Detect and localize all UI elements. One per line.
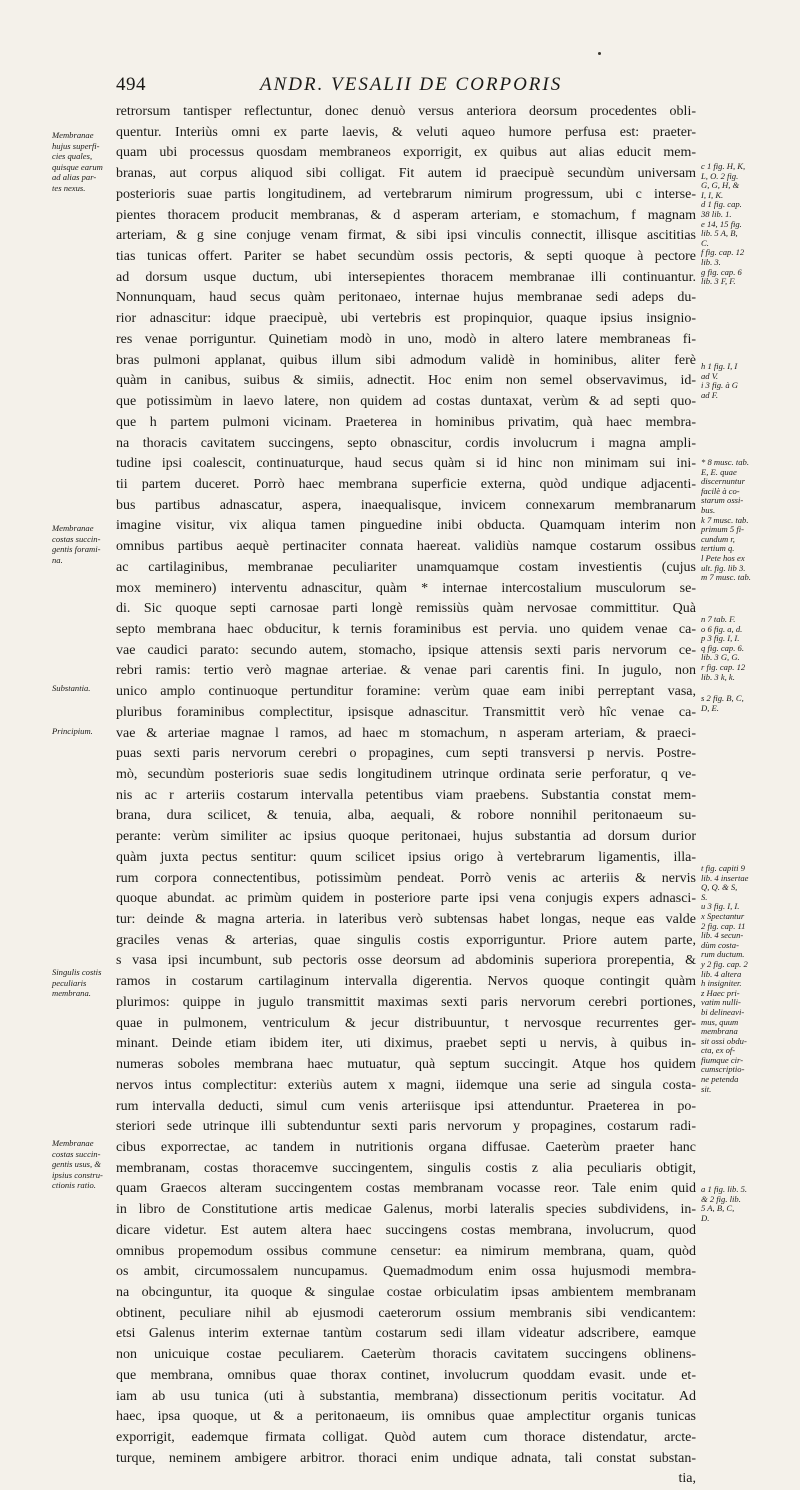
margin-note-line: & 2 fig. lib. — [701, 1193, 741, 1204]
text-line: rior adnascitur: idque praecipuè, ubi vertebris est propinquior, quaque ipsius insignio- — [116, 311, 696, 327]
page-header — [116, 74, 696, 100]
right-margin-note — [701, 694, 799, 713]
margin-note-line: ne petenda — [701, 1074, 739, 1085]
margin-note-line: p 3 fig. I, I. — [701, 633, 740, 644]
margin-note-line: r fig. cap. 12 — [701, 661, 746, 672]
margin-note-line: lib. 5 A, B, — [701, 228, 738, 239]
margin-note-line: o 6 fig. a, d. — [701, 623, 743, 634]
margin-note-line: facilè à co- — [701, 485, 740, 496]
text-line: ad dorsum usque ductum, ubi intersepientes thoracem membranae illi continuantur. — [116, 269, 696, 285]
text-line: quentur. Interiùs omni ex parte laevis, & veluti aqueo humore perfusa est: praeter- — [116, 124, 696, 140]
text-line: que membrana, omnibus quae thorax continet, involucrum quoddam evasit. unde et- — [116, 1367, 696, 1383]
left-margin-note — [52, 683, 116, 694]
margin-note-line: d 1 fig. cap. — [701, 199, 742, 210]
text-line: exporrigit, eademque firmata colligat. Quòd autem cum thorace distendatur, arcte- — [116, 1430, 696, 1445]
margin-note-line: bus. — [701, 504, 716, 515]
margin-note-line: fiumque cir- — [701, 1054, 744, 1065]
margin-note-line: lib. 3 F, F. — [701, 276, 736, 287]
margin-note-line: hujus superfi- — [52, 140, 100, 151]
margin-note-line: L, O. 2 fig. — [701, 170, 739, 181]
margin-note-line: c 1 fig. H, K, — [701, 161, 746, 171]
margin-note-line: cta, ex of- — [701, 1045, 736, 1056]
text-line: perante: verùm similiter ac ipsius quoque peritonaei, hujus substantia ad dorsum durior — [116, 829, 696, 845]
text-line: rum corpora connectentibus, potissimùm pendeat. Porrò venis ac arteriis & nervis — [116, 870, 696, 886]
margin-note-line: ad F. — [701, 389, 719, 400]
text-line: puas sexti paris nervorum cerebri o propagines, cum septi transversi p nervis. Postre- — [116, 746, 696, 762]
margin-note-line: q fig. cap. 6. — [701, 642, 744, 653]
text-line: brana, dura scilicet, & tenuia, alba, aequali, & robore nonnihil peritonaeum su- — [116, 808, 696, 824]
text-line: haec, ipsa quoque, ut & a peritonaeum, iis omnibus quae amplectitur organis tunicas — [116, 1409, 696, 1425]
margin-note-line: cumscriptio- — [701, 1064, 745, 1075]
text-line: omnibus propemodum ossibus commune censetur: ea nimirum membrana, quam, quòd — [116, 1243, 696, 1259]
margin-note-line: Membranae — [52, 1138, 94, 1148]
text-line: na obcinguntur, ita quoque & singulae costae orbiculatim ipsas ambientem membranam — [116, 1284, 696, 1300]
margin-note-line: Substantia. — [52, 683, 91, 693]
text-line: vae & arteriae magnae l ramos, ad haec m stomachum, n asperam arteriam, & praeci- — [116, 725, 696, 741]
margin-note-line: E, E. quae — [701, 466, 737, 477]
right-margin-note — [701, 162, 799, 287]
right-margin-note — [701, 362, 799, 400]
text-line: tudine ipsi coalescit, continuaturque, haud secus quàm si id hinc non minimam sui ini- — [116, 456, 696, 472]
margin-note-line: lib. 3. — [701, 256, 721, 267]
margin-note-line: 38 lib. 1. — [701, 208, 732, 219]
text-line: quàm in canibus, suibus & simiis, adnectit. Hoc enim non semel observavimus, id- — [116, 373, 696, 389]
text-line: rum intervalla deducti, simul cum venis arteriisque ipsi attenduntur. Praeterea in po- — [116, 1098, 696, 1114]
text-line: arteriam, & g sine conjuge venam firmat, & sibi ipsi vinculis connectit, illisque ascititias — [116, 228, 696, 244]
text-line: ramos in costarum cartilaginum intervalla digerentia. Nervos quoque contingit quàm — [116, 974, 696, 990]
text-line: di. Sic quoque septi carnosae parti longè remissiùs quàm nervosae committitur. Quà — [116, 601, 696, 617]
margin-note-line: n 7 tab. F. — [701, 614, 736, 624]
text-line: bus partibus adnascatur, aspera, inaequalisque, invicem connexarum membranarum — [116, 497, 696, 513]
margin-note-line: sit. — [701, 1083, 712, 1094]
text-line: quam Graecos alteram succingentem costas membranam vocasse reor. Tale enim quid — [116, 1181, 696, 1197]
left-margin-note — [52, 967, 116, 999]
margin-note-line: 5 A, B, C, — [701, 1203, 735, 1214]
ink-speck — [598, 52, 601, 55]
margin-note-line: l Pete hos ex — [701, 552, 745, 563]
margin-note-line: 2 fig. cap. 11 — [701, 920, 746, 931]
margin-note-line: membrana. — [52, 988, 91, 998]
margin-note-line: C. — [701, 237, 709, 248]
text-line: que h partem pulmoni vicinam. Praeterea in hominibus privatim, quà haec membra- — [116, 414, 696, 430]
margin-note-line: vatim nulli- — [701, 997, 741, 1008]
text-line: non unicuique costae peculiarem. Caeterùm thoracis cavitatem succingens oblinens- — [116, 1347, 696, 1363]
margin-note-line: ipsius constru- — [52, 1169, 103, 1180]
text-line: membranam, costas thoracemve succingentem, singulis costis z alia peculiaris obtigit, — [116, 1160, 696, 1176]
text-line: iam ab usu tunica (uti à substantia, membrana) dissectionum peritis vocitatur. Ad — [116, 1388, 696, 1404]
margin-note-line: lib. 4 secun- — [701, 930, 744, 941]
text-line: branas, aut corpus aliquod sibi colligat. Fit autem id praecipuè secundùm universam — [116, 166, 696, 182]
margin-note-line: G, G, H, & — [701, 180, 740, 191]
margin-note-line: sit ossi obdu- — [701, 1035, 747, 1046]
text-line: minant. Deinde etiam ibidem iter, uti diximus, praebet septi u nervis, à quibus in- — [116, 1036, 696, 1052]
margin-note-line: lib. 3 G, G. — [701, 652, 740, 663]
margin-note-line: Principium. — [52, 726, 93, 736]
margin-note-line: starum ossi- — [701, 495, 744, 506]
text-line: etsi Galenus interim externae tantùm costarum sedi illam videatur adscribere, eamque — [116, 1326, 696, 1342]
margin-note-line: i 3 fig. à G — [701, 380, 739, 391]
page-number: 494 — [116, 74, 146, 95]
margin-note-line: lib. 3 k, k. — [701, 671, 735, 682]
margin-note-line: tes nexus. — [52, 182, 86, 193]
right-margin-note — [701, 1185, 799, 1223]
main-text-block — [116, 102, 696, 1490]
margin-note-line: g fig. cap. 6 — [701, 266, 742, 277]
text-line: dicare videtur. Est autem altera haec succingens costas membrana, involucrum, quod — [116, 1222, 696, 1238]
margin-note-line: gentis forami- — [52, 544, 101, 554]
margin-note-line: x Spectantur — [701, 910, 745, 921]
margin-note-line: costas succin- — [52, 1148, 101, 1159]
text-line: turque, neminem ambigere arbitror. thoraci enim undique adnata, tali constat substan- — [116, 1450, 696, 1466]
margin-note-line: gentis usus, & — [52, 1159, 101, 1169]
text-line: posterioris suae partis longitudinem, ad vertebrarum nimirum progressum, ubi c interse- — [116, 186, 696, 202]
text-line: obtinent, peculiare nihil ab ejusmodi caeterorum ossium membranis sibi vendicantem: — [116, 1305, 696, 1321]
margin-note-line: t fig. capiti 9 — [701, 863, 745, 873]
text-line: res venae porriguntur. Quinetiam modò in uno, modò in altero latere membraneas fi- — [116, 331, 696, 347]
margin-note-line: f fig. cap. 12 — [701, 247, 745, 258]
margin-note-line: Q, Q. & S, — [701, 882, 738, 893]
margin-note-line: u 3 fig. I, I. — [701, 901, 740, 912]
text-line: retrorsum tantisper reflectuntur, donec denuò versus anteriora deorsum procedentes obli- — [116, 104, 696, 119]
margin-note-line: bi delineavi- — [701, 1006, 745, 1017]
margin-note-line: ad alias par- — [52, 172, 97, 182]
text-line: in libro de Constitutione artis medicae Galenus, morbi lateralis species subdividens, in- — [116, 1202, 696, 1218]
margin-note-line: discernuntur — [701, 476, 745, 487]
margin-note-line: S. — [701, 891, 708, 902]
left-margin-note — [52, 523, 116, 565]
margin-note-line: Membranae — [52, 130, 94, 140]
text-line: plurimos: quippe in jugulo transmittit maximas sexti paris nervorum cerebri portiones, — [116, 994, 696, 1010]
text-line: ac cartilaginibus, membranae peculiariter unamquamque costam investientis (cujus — [116, 559, 696, 575]
margin-note-line: mus, quum — [701, 1016, 739, 1027]
margin-note-line: dùm costa- — [701, 939, 739, 950]
margin-note-line: s 2 fig. B, C, — [701, 693, 744, 703]
margin-note-line: cies quales, — [52, 151, 93, 161]
left-margin-note — [52, 130, 116, 193]
text-line: pientes thoracem producit membranas, & d asperam arteriam, e stomachum, f magnam — [116, 207, 696, 223]
margin-note-line: h 1 fig. I, I — [701, 361, 738, 371]
margin-note-line: na. — [52, 554, 63, 565]
text-line: unico amplo continuoque pertunditur foramine: verùm quae eam inibi perreptant vasa, — [116, 684, 696, 700]
text-line: na thoracis cavitatem succingens, septo obnascitur, cordis involucrum i magna ampli- — [116, 435, 696, 451]
margin-note-line: tertium q. — [701, 543, 735, 554]
margin-note-line: k 7 musc. tab. — [701, 514, 749, 525]
text-line: tur: deinde & magna arteria. in lateribus verò subtensas habet longas, neque eas valde — [116, 912, 696, 928]
margin-note-line: cundum r, — [701, 533, 735, 544]
margin-note-line: rum ductum. — [701, 949, 745, 960]
margin-note-line: peculiaris — [52, 977, 87, 988]
text-line: omnibus partibus aequè pertinaciter connata haereat. validiùs namque costarum ossibus — [116, 539, 696, 555]
text-line: vae caudici parato: secundo autem, stomacho, ipsique attensis sexti paris nervorum ce- — [116, 642, 696, 658]
text-line: rebri ramis: tertio verò magnae arteriae. & venae pari carentis fini. In jugulo, non — [116, 663, 696, 679]
text-line: numeras soboles membrana haec mutuatur, quà septum succingit. Atque hos quidem — [116, 1057, 696, 1073]
margin-note-line: costas succin- — [52, 533, 101, 544]
margin-note-line: * 8 musc. tab. — [701, 457, 749, 467]
text-line: tia, — [678, 1471, 696, 1487]
right-margin-note — [701, 864, 799, 1094]
running-title: ANDR. VESALII DE CORPORIS — [260, 74, 563, 95]
text-line: mò, secundùm posterioris suae sedis longitudinem utrinque ordinata serie perforatur, q ve- — [116, 767, 696, 782]
text-line: imagine visitur, vix aliqua tamen pinguedine inibi obducta. Quamquam interim non — [116, 518, 696, 534]
text-line: s vasa ipsi incumbunt, sub pectoris osse deorsum ad abdominis superiora prorepentia, & — [116, 953, 696, 969]
margin-note-line: ult. fig. lib 3. — [701, 562, 746, 573]
right-margin-note — [701, 458, 799, 583]
text-line: tii partem duceret. Porrò haec membrana superficie externa, quòd undique adjacenti- — [116, 476, 696, 492]
margin-note-line: h insigniter. — [701, 978, 742, 989]
margin-note-line: Membranae — [52, 523, 94, 533]
margin-note-line: y 2 fig. cap. 2 — [701, 958, 748, 969]
margin-note-line: lib. 4 insertae — [701, 872, 749, 883]
margin-note-line: e 14, 15 fig. — [701, 218, 742, 229]
margin-note-line: ctionis ratio. — [52, 1180, 96, 1190]
text-line: cibus exporrectae, ac tandem in nutritionis organa diffusae. Caeterùm praeter hanc — [116, 1139, 696, 1155]
left-margin-note — [52, 726, 116, 737]
margin-note-line: Singulis costis — [52, 967, 102, 977]
text-line: nis ac r arteriis costarum intervalla petentibus viam praebens. Substantia constat mem- — [116, 787, 696, 803]
text-line: nervos intus complectitur: exteriùs autem x magni, iidemque una serie ad singula costa- — [116, 1077, 696, 1093]
margin-note-line: a 1 fig. lib. 5. — [701, 1184, 748, 1194]
text-line: mox meminero) interventu adnascitur, quàm * internae intercostalium musculorum se- — [116, 580, 696, 596]
text-line: quoque abundat. ac primùm quidem in posteriore parte ipsi vena conjugis expers adnasci- — [116, 891, 696, 907]
left-margin-note — [52, 1138, 116, 1191]
text-line: quàm juxta pectus sentitur: quum scilicet ipsius origo à vertebrarum ligamentis, illa- — [116, 849, 696, 865]
margin-note-line: D. — [701, 1212, 710, 1223]
text-line: quam ubi processus quosdam membraneos exporrigit, ex quibus aut alias educit mem- — [116, 145, 696, 161]
text-line: quae in pulmonem, ventriculum & jecur distribuuntur, t nervosque recurrentes ger- — [116, 1015, 696, 1031]
margin-note-line: primum 5 fi- — [701, 524, 744, 535]
text-line: bras pulmoni applanat, quibus illum sibi admodum validè in hominibus, aliter ferè — [116, 352, 696, 368]
text-line: steriori sede utrinque illi subtenduntur sexti paris nervorum y propagines, costarum radi- — [116, 1119, 696, 1135]
right-margin-note — [701, 615, 799, 682]
text-line: Nonnunquam, haud secus quàm peritonaeo, internae hujus membranae sedi adeps du- — [116, 290, 696, 306]
margin-note-line: quisque earum — [52, 161, 103, 172]
text-line: pluribus foraminibus complectitur, ipsisque adnascitur. Transmittit verò hîc venae ca- — [116, 704, 696, 720]
margin-note-line: D, E. — [701, 702, 719, 713]
text-line: graciles venas & arterias, quae singulis costis exporriguntur. Priore autem parte, — [116, 932, 696, 948]
margin-note-line: membrana — [701, 1026, 738, 1037]
text-line: os ambit, circumossalem nuncupamus. Quemadmodum enim ossa hujusmodi membra- — [116, 1264, 696, 1280]
margin-note-line: ad V. — [701, 370, 719, 381]
text-line: que potissimùm in laevo latere, non quidem ad costas duntaxat, verùm & ad septi quo- — [116, 394, 696, 410]
text-line: septo membrana haec obducitur, k ternis foraminibus est pervia. uno quidem venae ca- — [116, 621, 696, 637]
margin-note-line: lib. 4 altera — [701, 968, 742, 979]
text-line: tias tunicas offert. Pariter se habet secundùm ossis pectoris, & septi quoque à pectore — [116, 249, 696, 265]
margin-note-line: I, I, K. — [701, 189, 724, 200]
margin-note-line: z Haec pri- — [701, 987, 740, 998]
margin-note-line: m 7 musc. tab. — [701, 572, 751, 583]
